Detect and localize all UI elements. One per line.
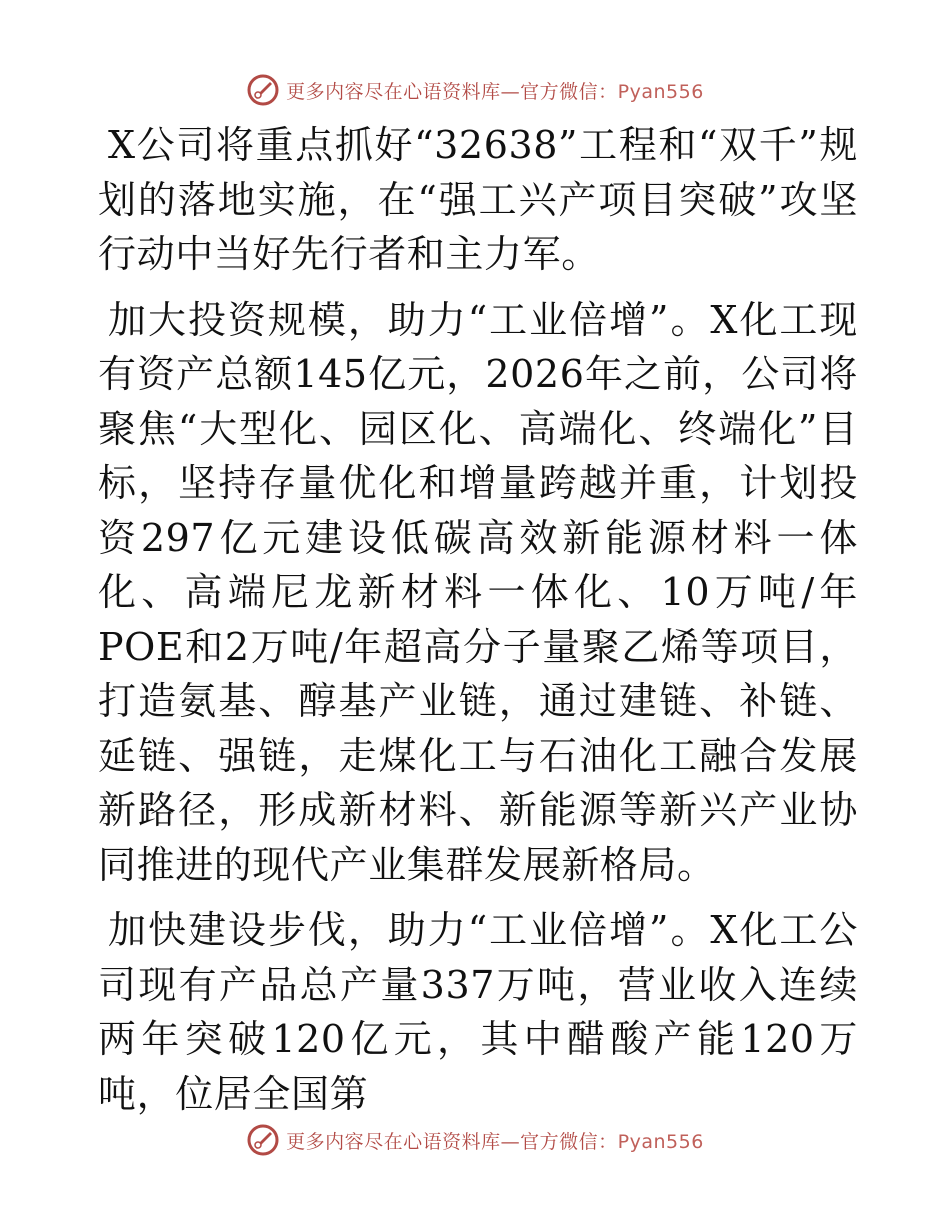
watermark-header <box>0 70 950 110</box>
paragraph-2: 加大投资规模，助力“工业倍增”。X化工现有资产总额145亿元，2026年之前，公司将聚焦“大型化、园区化、高端化、终端化”目标，坚持存量优化和增量跨越并重，计划投资297亿元建设低碳高效新能源材料一体化、高端尼龙新材料一体化、10万吨/年POE和2万吨/年超高分子量聚乙烯等项目，打造氨基、醇基产业链，通过建链、补链、延链、强链，走煤化工与石油化工融合发展新路径，形成新材料、新能源等新兴产业协同推进的现代产业集群发展新格局。 <box>98 297 858 887</box>
watermark-wechat-id: Pyan556 <box>617 80 704 103</box>
watermark-footer <box>0 1120 950 1160</box>
paragraph-1: X公司将重点抓好“32638”工程和“双千”规划的落地实施，在“强工兴产项目突破”攻坚行动中当好先行者和主力军。 <box>98 123 858 276</box>
quill-seal-icon <box>246 1123 280 1157</box>
paragraph-3: 加快建设步伐，助力“工业倍增”。X化工公司现有产品总产量337万吨，营业收入连续两年突破120亿元，其中醋酸产能120万吨，位居全国第 <box>98 908 858 1116</box>
watermark-text: 更多内容尽在心语资料库—官方微信：Pyan556 <box>286 80 704 103</box>
watermark-wechat-id: Pyan556 <box>617 1130 704 1153</box>
document-body <box>98 118 858 1132</box>
watermark-text: 更多内容尽在心语资料库—官方微信：Pyan556 <box>286 1130 704 1153</box>
quill-seal-icon <box>246 73 280 107</box>
